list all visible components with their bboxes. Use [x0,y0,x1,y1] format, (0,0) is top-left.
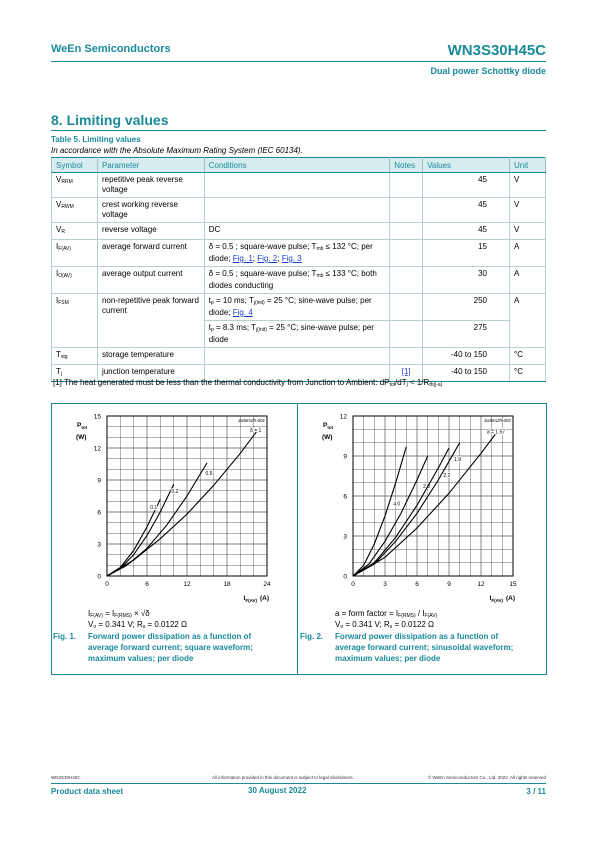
table-title: Table 5. Limiting values [51,135,141,144]
y-tick-label: 0 [97,573,101,581]
notes-cell [390,348,423,365]
table-row [52,267,546,294]
y-axis-unit: (W) [322,434,333,441]
notes-cell [390,198,423,223]
header-rule [51,61,546,62]
conditions-cell: δ = 0.5 ; square-wave pulse; $T_{mb} \le 133$ °C; both diodes conducting [204,267,389,294]
notes-cell [390,321,423,348]
table-row [52,240,546,267]
series-label: 2.8 [423,484,431,490]
footer-date: 30 August 2022 [248,786,307,795]
value-cell: 45 [423,198,510,223]
fig1-caption [53,631,293,667]
parameter-cell: crest working reverse voltage [97,198,204,223]
series-label: 0.1 [150,504,158,511]
value-cell: -40 to 150 [423,365,510,382]
conditions-cell: $t_p = 10$ ms; $T_{j(init)} = 25$ °C; sine-wave pulse; per diode; Fig. 4 [204,294,389,321]
fig2-caption [300,631,544,667]
col-header-conditions: Conditions [204,158,389,173]
col-header-parameter: Parameter [97,158,204,173]
conditions-cell [204,198,389,223]
y-tick-label: 3 [343,533,347,541]
x-axis-label: $I_{F(AV)}$ [489,595,503,603]
x-axis-label: $I_{F(AV)}$ [243,595,257,603]
footer-rule [51,783,546,784]
x-tick-label: 12 [183,581,191,588]
x-tick-label: 3 [383,581,387,588]
parameter-cell: repetitive peak reverse voltage [97,173,204,198]
symbol-cell: $I_{FSM}$ [52,294,98,348]
section-title: 8. Limiting values [51,112,169,128]
parameter-cell: storage temperature [97,348,204,365]
unit-cell: A [510,294,546,348]
conditions-cell [204,173,389,198]
value-cell: -40 to 150 [423,348,510,365]
footer-doc-id: WN3S30H45C [51,775,81,780]
unit-cell: °C [510,348,546,365]
table-row [52,294,546,321]
series-line [107,484,174,576]
value-cell: 275 [423,321,510,348]
table-row [52,198,546,223]
x-axis-unit: (A) [505,595,515,602]
notes-cell [390,173,423,198]
fig2-caption-number: Fig. 2. [300,632,324,641]
value-cell: 45 [423,223,510,240]
value-cell: 250 [423,294,510,321]
conditions-cell: DC [204,223,389,240]
x-tick-label: 24 [263,581,271,588]
figure-id-label: 3wl0m2h-001 [237,418,265,423]
parameter-cell: average forward current [97,240,204,267]
fig1-caption-text: Forward power dissipation as a function of average forward current; square waveform; maximum values; per diode [88,632,253,663]
series-label: 0.2 [171,488,179,495]
x-axis-unit: (A) [259,595,269,602]
value-cell: 30 [423,267,510,294]
table-subtitle: In accordance with the Absolute Maximum Rating System (IEC 60134). [51,146,303,155]
fig2-formula-1: a = form factor = $I_{F(RMS)} / I_{F(AV)}$ [335,609,438,619]
table-row [52,173,546,198]
fig-1-link[interactable]: Fig. 1 [232,254,253,263]
limiting-values-table [51,157,546,382]
y-axis-unit: (W) [76,434,87,441]
symbol-cell: $T_{stg}$ [52,348,98,365]
series-line [353,432,497,576]
notes-cell [390,223,423,240]
chart-fig1 [60,408,290,603]
parameter-cell: average output current [97,267,204,294]
col-header-values: Values [423,158,510,173]
footer-doc-type: Product data sheet [51,787,124,796]
notes-cell [390,267,423,294]
product-subtitle: Dual power Schottky diode [430,66,546,76]
symbol-cell: $V_{RRM}$ [52,173,98,198]
conditions-cell: $t_p = 8.3$ ms; $T_{j(init)} = 25$ °C; sine-wave pulse; per diode [204,321,389,348]
y-tick-label: 12 [339,413,347,421]
notes-cell [390,240,423,267]
table-footnote: [1] The heat generated must be less than the thermal conductivity from Junction to Ambient: $dP_{tot}/dT_j < 1/R_{th(j-a)}$ [53,378,443,388]
series-label: a = 1.57 [486,429,506,436]
footer-copyright: © WeEn Semiconductors Co., Ltd. 2022. All rights reserved [427,775,546,780]
series-label: 2.2 [443,472,451,479]
col-header-symbol: Symbol [52,158,98,173]
section-rule [51,130,546,131]
y-tick-label: 9 [97,477,101,485]
conditions-cell [204,348,389,365]
symbol-cell: $I_{F(AV)}$ [52,240,98,267]
footer-legal: All information provided in this document is subject to legal disclaimers. [212,775,354,780]
footer-page: 3 / 11 [526,787,546,796]
fig2-caption-text: Forward power dissipation as a function of average forward current; sinusoidal waveform; maximum values; per diode [335,632,514,663]
unit-cell: V [510,173,546,198]
y-axis-label: $P_{tot}$ [323,422,334,430]
y-tick-label: 9 [343,453,347,461]
symbol-cell: $V_R$ [52,223,98,240]
parameter-cell: reverse voltage [97,223,204,240]
notes-cell [390,294,423,321]
series-label: 4.0 [393,501,401,508]
parameter-cell: junction temperature [97,365,204,382]
note-1-link[interactable]: [1] [401,367,411,376]
y-tick-label: 6 [343,493,347,501]
series-line [353,456,431,576]
y-tick-label: 15 [93,413,101,421]
parameter-cell: non-repetitive peak forward current [97,294,204,348]
unit-cell: °C [510,365,546,382]
unit-cell: V [510,198,546,223]
x-tick-label: 6 [415,581,419,588]
x-tick-label: 18 [223,581,231,588]
x-tick-label: 6 [145,581,149,588]
x-tick-label: 12 [477,581,485,588]
company-name: WeEn Semiconductors [51,43,171,55]
fig1-caption-number: Fig. 1. [53,632,77,641]
fig1-formula-1: $I_{F(AV)} = I_{F(RMS)} \times √\delta$ [88,609,150,619]
unit-cell: A [510,267,546,294]
conditions-cell: δ = 0.5 ; square-wave pulse; $T_{mb} \le 132$ °C; per diode; Fig. 1; Fig. 2; Fig. 3 [204,240,389,267]
series-label: 0.5 [205,471,213,478]
fig1-formula-2: $V_o = 0.341$ V; $R_s = 0.0122$ Ω [88,620,188,630]
y-tick-label: 12 [93,445,101,453]
symbol-cell: $V_{RWM}$ [52,198,98,223]
fig-2-link[interactable]: Fig. 2 [257,254,278,263]
col-header-notes: Notes [390,158,423,173]
value-cell: 15 [423,240,510,267]
chart-fig2 [306,408,536,603]
x-tick-label: 9 [447,581,451,588]
figures-divider [297,403,298,675]
y-tick-label: 0 [343,573,347,581]
fig-3-link[interactable]: Fig. 3 [281,254,302,263]
y-tick-label: 3 [97,541,101,549]
symbol-cell: $T_j$ [52,365,98,382]
symbol-cell: $I_{O(AV)}$ [52,267,98,294]
fig2-formula-2: $V_o = 0.341$ V; $R_s = 0.0122$ Ω [335,620,435,630]
fig-4-link[interactable]: Fig. 4 [232,308,253,317]
x-tick-label: 15 [509,581,517,588]
y-tick-label: 6 [97,509,101,517]
unit-cell: A [510,240,546,267]
table-header-row [52,158,546,173]
table-row [52,348,546,365]
table-row [52,223,546,240]
part-number: WN3S30H45C [447,42,546,59]
x-tick-label: 0 [351,581,355,588]
y-axis-label: $P_{tot}$ [77,422,88,430]
value-cell: 45 [423,173,510,198]
series-label: δ = 1 [250,428,262,434]
col-header-unit: Unit [510,158,546,173]
unit-cell: V [510,223,546,240]
series-label: 1.9 [454,456,462,463]
x-tick-label: 0 [105,581,109,588]
figure-id-label: 3wl0m2h-002 [483,418,511,423]
